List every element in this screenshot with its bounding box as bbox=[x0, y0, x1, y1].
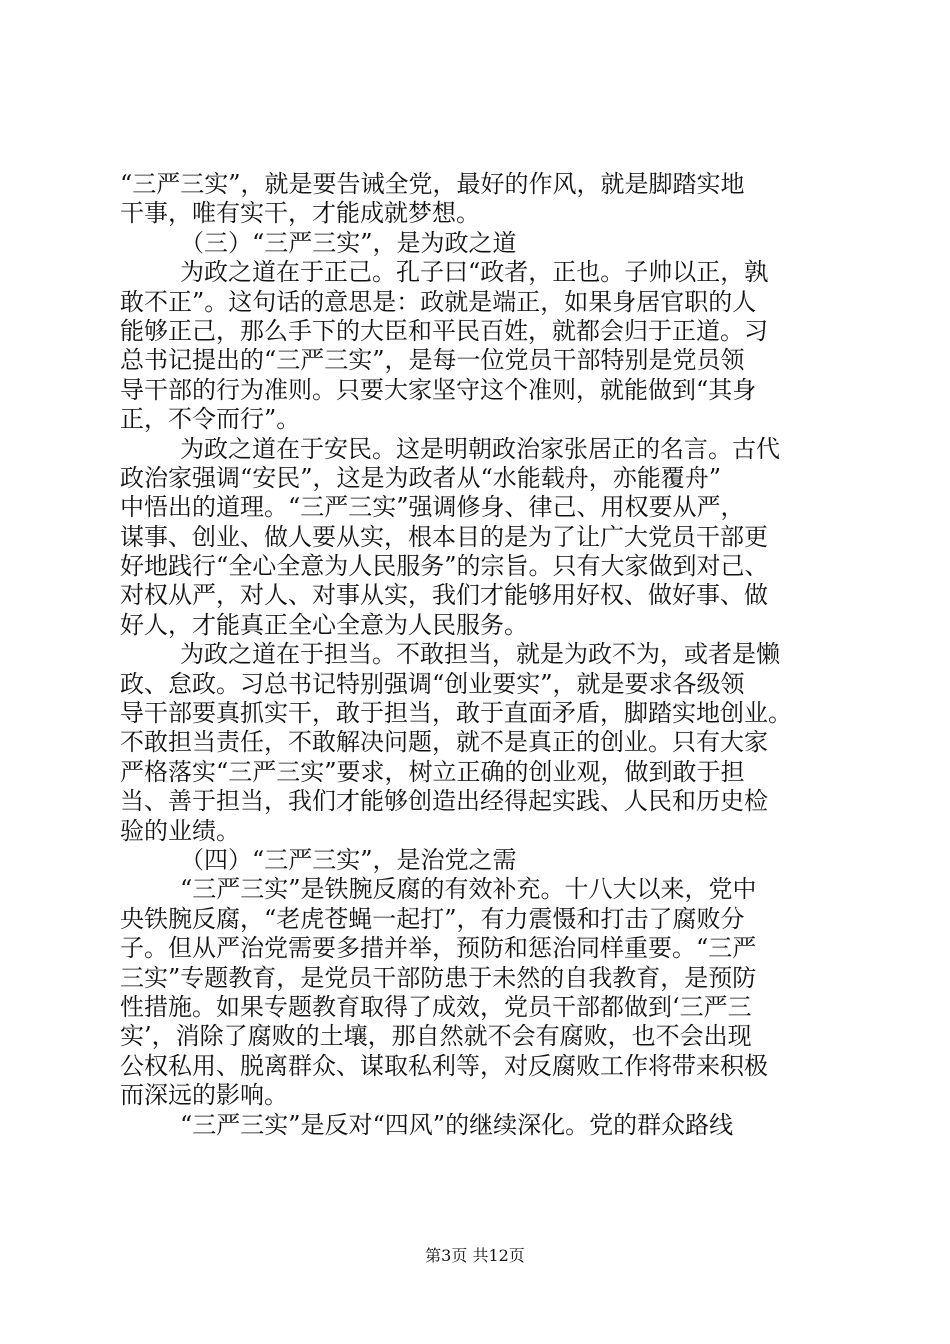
paragraph-start: 为政之道在于担当。不敢担当，就是为政不为，或者是懒 bbox=[180, 640, 780, 669]
text-line: 央铁腕反腐，“老虎苍蝇一起打”，有力震慑和打击了腐败分 bbox=[120, 904, 745, 933]
paragraph-start: 为政之道在于安民。这是明朝政治家张居正的名言。古代 bbox=[180, 434, 780, 463]
text-line: 当、善于担当，我们才能够创造出经得起实践、人民和历史检 bbox=[120, 787, 768, 816]
text-line: 好人，才能真正全心全意为人民服务。 bbox=[120, 610, 528, 639]
paragraph-start: “三严三实”是铁腕反腐的有效补充。十八大以来，党中 bbox=[180, 875, 757, 904]
text-line: 敢不正”。这句话的意思是：政就是端正，如果身居官职的人 bbox=[120, 287, 757, 316]
text-line: 子。但从严治党需要多措并举，预防和惩治同样重要。“三严 bbox=[120, 934, 757, 963]
text-line: 正，不令而行”。 bbox=[120, 405, 301, 434]
text-line: 导干部的行为准则。只要大家坚守这个准则，就能做到“其身 bbox=[120, 375, 757, 404]
text-line: 能够正己，那么手下的大臣和平民百姓，就都会归于正道。习 bbox=[120, 316, 768, 345]
text-line: 政、怠政。习总书记特别强调“创业要实”，就是要求各级领 bbox=[120, 669, 745, 698]
text-line: 性措施。如果专题教育取得了成效，党员干部都做到‘三严三 bbox=[120, 992, 752, 1021]
text-line: 政治家强调“安民”，这是为政者从“水能载舟，亦能覆舟” bbox=[120, 463, 722, 492]
text-line: 干事，唯有实干，才能成就梦想。 bbox=[120, 199, 480, 228]
text-line: 中悟出的道理。“三严三实”强调修身、律己、用权要从严， bbox=[120, 493, 745, 522]
text-line: 而深远的影响。 bbox=[120, 1081, 288, 1110]
text-line: 好地践行“全心全意为人民服务”的宗旨。只有大家做到对己、 bbox=[120, 552, 769, 581]
text-line: 不敢担当责任，不敢解决问题，就不是真正的创业。只有大家 bbox=[120, 728, 768, 757]
section-heading: （三）“三严三实”，是为政之道 bbox=[180, 228, 517, 257]
text-line: 导干部要真抓实干，敢于担当，敢于直面矛盾，脚踏实地创业。 bbox=[120, 699, 792, 728]
text-line: “三严三实”，就是要告诫全党，最好的作风，就是脚踏实地 bbox=[120, 170, 745, 198]
text-line: 实’，消除了腐败的土壤，那自然就不会有腐败，也不会出现 bbox=[120, 1022, 752, 1051]
text-line: 验的业绩。 bbox=[120, 816, 240, 845]
text-line: 对权从严，对人、对事从实，我们才能够用好权、做好事、做 bbox=[120, 581, 768, 610]
page-number-footer: 第3页 共12页 bbox=[425, 1246, 525, 1265]
text-line: 谋事、创业、做人要从实，根本目的是为了让广大党员干部更 bbox=[120, 522, 768, 551]
text-line: 严格落实“三严三实”要求，树立正确的创业观，做到敢于担 bbox=[120, 757, 745, 786]
paragraph-start: 为政之道在于正己。孔子曰“政者，正也。子帅以正，孰 bbox=[180, 258, 769, 287]
text-line: 公权私用、脱离群众、谋取私利等，对反腐败工作将带来积极 bbox=[120, 1051, 768, 1080]
text-line: 三实”专题教育，是党员干部防患于未然的自我教育，是预防 bbox=[120, 963, 757, 992]
section-heading: （四）“三严三实”，是治党之需 bbox=[180, 845, 517, 874]
paragraph-start: “三严三实”是反对“四风”的继续深化。党的群众路线 bbox=[180, 1110, 734, 1139]
document-body bbox=[120, 170, 832, 1140]
text-line: 总书记提出的“三严三实”，是每一位党员干部特别是党员领 bbox=[120, 346, 745, 375]
